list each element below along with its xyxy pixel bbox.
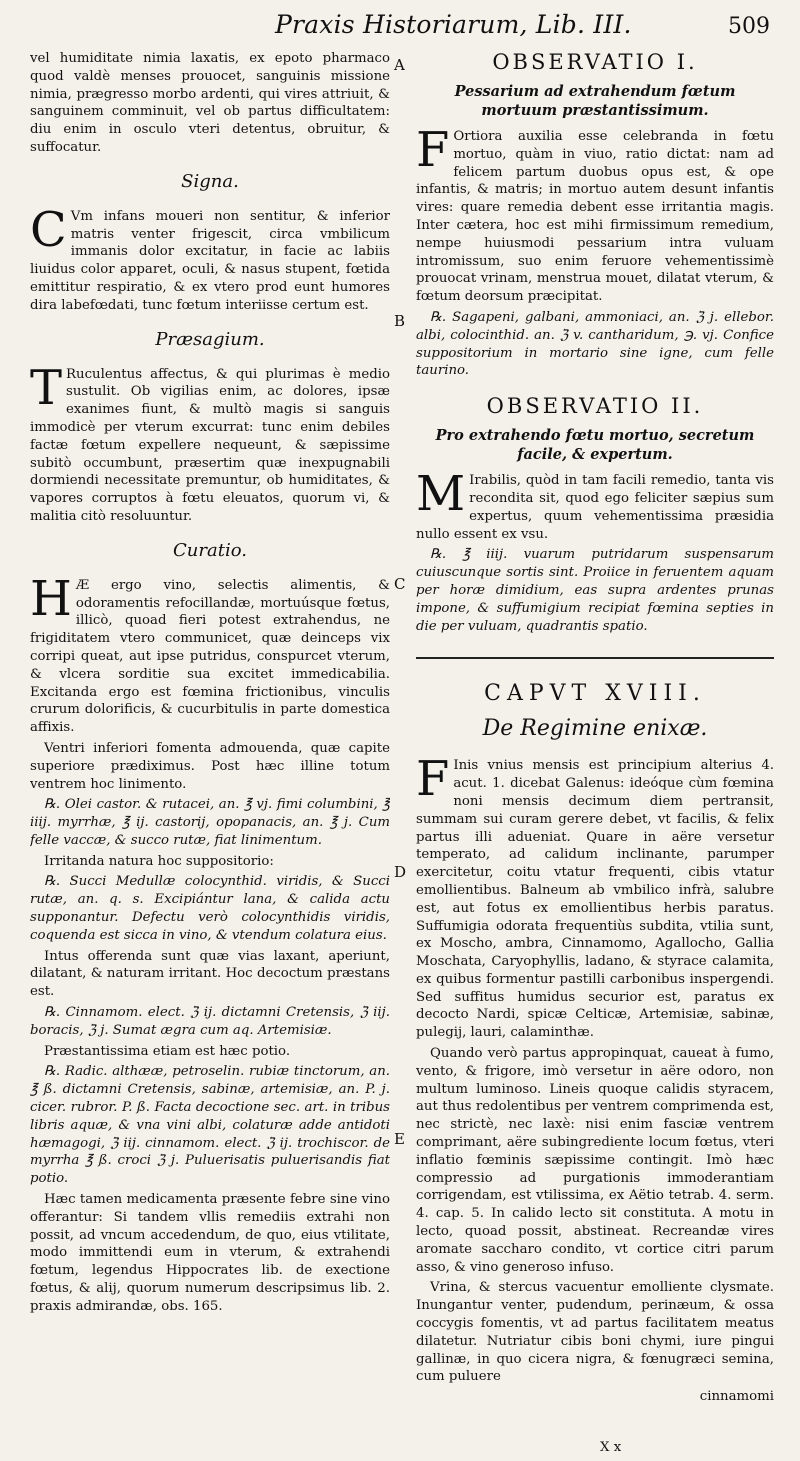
paragraph-caput: F Inis vnius mensis est principium alterius 4. acut. 1. dicebat Galenus: ideóque cùm fœmina noni mensis decimum diem pertransit, summam sui curam gerere debet, vt facilis, & felix partus illi adueniat. Quare in aëre versetur temperato, ad calidum inclinante, parumper exercitetur, coitu vtatur frequenti, cibis vtatur emollientibus. Balneum ab vmbilico infrà, salubre est, aut fotus ex emollientibus herbis paratus. Suffumigia odorata frequentiùs subdita, vtilia sunt, ex Moscho, ambra, Cinnamomo, Agallocho, Gallia Moschata, Caryophyllis, ladano, & styrace calamita, ex quibus formentur pastilli carbonibus inspergendi. Sed suffitus humidus securior est, paratus ex decocto Nardi, spicæ Celticæ, Artemisiæ, sabinæ, pulegij, lauri, calaminthæ. (416, 751, 774, 1041)
paragraph: Intus offerenda sunt quæ vias laxant, aperiunt, dilatant, & naturam irritant. Hoc decoctum præstans est. (30, 948, 390, 1000)
running-title: Praxis Historiarum, Lib. III. (275, 10, 632, 39)
observation-heading: OBSERVATIO I. (492, 50, 698, 74)
section-heading-praesagium: Præsagium. (155, 328, 265, 350)
margin-letter: D (394, 863, 407, 881)
prescription: ℞. Sagapeni, galbani, ammoniaci, an. ℨ j. ellebor. albi, colocinthid. an. ℨ v. cantharidum, ℈. vj. Confice suppositorium in mortario sine igne, cum felle taurino. (416, 309, 774, 379)
paragraph: Hæc tamen medicamenta præsente febre sine vino offerantur: Si tandem vllis remediis extrahi non possit, ad vncum accedendum, de quo, eius vtilitate, modo immittendi eum in vterum, & extrahendi fœtum, legendus Hippocrates lib. de exectione fœtus, & alij, quorum numerum descripsimus lib. 2. praxis admirandæ, obs. 165. (30, 1192, 390, 1314)
prescription: ℞. Cinnamom. elect. ℨ ij. dictamni Cretensis, ℨ iij. boracis, ℨ j. Sumat ægra cum aq. Artemisiæ. (30, 1005, 390, 1038)
margin-letter: C (394, 575, 406, 593)
observation-heading: OBSERVATIO II. (486, 394, 704, 419)
drop-cap: F (416, 122, 450, 178)
paragraph-observation-2: M Irabilis, quòd in tam facili remedio, tanta vis recondita sit, quod ego feliciter sæpius sum expertus, quum vehementissima præsidia nullo essent ex vsu. (416, 466, 774, 542)
section-heading-signa: Signa. (181, 170, 239, 192)
drop-cap: H (30, 570, 72, 627)
right-column (416, 50, 774, 1404)
page-number: 509 (728, 14, 770, 39)
catchword: cinnamomi (699, 1389, 774, 1405)
observation-subtitle: Pessarium ad extrahendum fœtum mortuum præstantissimum. (454, 83, 736, 119)
prescription: ℞. Radic. althææ, petroselin. rubiæ tinctorum, an. ℥ ß. dictamni Cretensis, sabinæ, artemisiæ, an. P. j. cicer. rubror. P. ß. Facta decoctione sec. art. in tribus libris aquæ, & vna vini albi, colaturæ adde antidoti hæmagogi, ℨ iij. cinnamom. elect. ℨ ij. trochiscor. de myrrha ℥ ß. croci ℨ j. Puluerisatis puluerisandis fiat potio. (30, 1064, 390, 1187)
paragraph: Irritanda natura hoc suppositorio: (44, 853, 274, 869)
prescription: ℞. Olei castor. & rutacei, an. ℥ vj. fimi columbini, ℥ iiij. myrrhæ, ℥ ij. castorij, opopanacis, an. ℥ j. Cum felle vaccæ, & succo rutæ, fiat linimentum. (30, 797, 390, 848)
text-columns (30, 50, 774, 1440)
margin-letter: B (394, 312, 406, 330)
chapter-subtitle: De Regimine enixæ. (482, 716, 708, 742)
drop-cap: M (416, 466, 466, 523)
paragraph-praesagium: T Ruculentus affectus, & qui plurimas è medio sustulit. Ob vigilias enim, ac dolores, ipsæ exanimes fiunt, & multò magis si sanguis immodicè per vterum excurrat: tunc enim debiles factæ fœtum expellere nequeunt, & sæpissime subitò occumbunt, præsertim quæ inexpugnabili dormiendi necessitate premuntur, ob humiditates, & vapores corruptos à fœtu eleuatos, quorum vi, & malitia citò resoluuntur. (30, 359, 390, 524)
observation-subtitle: Pro extrahendo fœtu mortuo, secretum facile, & expertum. (435, 427, 755, 464)
margin-letters (394, 50, 414, 1440)
left-column (30, 50, 390, 1319)
drop-cap: F (416, 751, 450, 808)
section-rule (416, 657, 774, 659)
paragraph-observation-1: F Ortiora auxilia esse celebranda in fœtu mortuo, quàm in viuo, ratio dictat: nam ad felicem partum duobus opus est, & ope infantis, & matris; in mortuo autem desunt infantis vires: quare remedia debent esse irritantia magis. Inter cætera, hoc est mihi firmissimum remedium, nempe huiusmodi pessarium intra vuluam intromissum, suo enim feruore vehementissimè prouocat vrinam, menstrua mouet, dilatat vterum, & fœtum deorsum præcipitat. (416, 122, 774, 305)
paragraph-curatio: H Æ ergo vino, selectis alimentis, & odoramentis refocillandæ, mortuúsque fœtus, illicò, quoad fieri potest extrahendus, ne frigiditatem vtero communicet, quæ deinceps vix corripi queat, aut ipse putridus, conspurcet vterum, & vlcera sorditie sua excitet immedicabilia. Excitanda ergo est fœmina frictionibus, vinculis crurum dolorificis, & cucurbitulis in parte domestica affixis. (30, 570, 390, 736)
margin-letter: E (394, 1130, 405, 1148)
signature-mark: X x (600, 1440, 622, 1455)
paragraph: Ventri inferiori fomenta admouenda, quæ capite superiore prædiximus. Post hæc illine totum ventrem hoc linimento. (30, 740, 390, 792)
prescription: ℞. Succi Medullæ colocynthid. viridis, & Succi rutæ, an. q. s. Excipiántur lana, & calida actu supponantur. Defectu verò colocynthidis viridis, coquenda est sicca in vino, & vtendum colatura eius. (30, 874, 390, 943)
paragraph: Vrina, & stercus vacuentur emolliente clysmate. Inungantur venter, pudendum, perinæum, & ossa coccygis fomentis, vt ad partus facilitatem meatus dilatetur. Nutriatur cibis boni chymi, iure pingui gallinæ, in quo cicera nigra, & fœnugræci semina, cum puluere (416, 1280, 774, 1385)
paragraph: vel humiditate nimia laxatis, ex epoto pharmaco quod valdè menses prouocet, sanguinis missione nimia, prægresso morbo ardenti, qui vires attriuit, & sanguinem comminuit, vel ob partus difficultatem: diu enim in osculo vteri detentus, obruitur, & suffocatur. (30, 51, 390, 155)
drop-cap: T (30, 359, 63, 416)
running-head (30, 0, 774, 50)
paragraph: Præstantissima etiam est hæc potio. (44, 1043, 291, 1059)
prescription: ℞. ℥ iiij. vuarum putridarum suspensarum cuiuscunque sortis sint. Proiice in feruentem aquam per horæ dimidium, eas supra ardentes prunas impone, & suffumigium recipiat fœmina septies in die per vuluam, quadrantis spatio. (416, 547, 774, 634)
chapter-heading: CAPVT XVIII. (484, 681, 706, 707)
paragraph-signa: C Vm infans moueri non sentitur, & inferior matris venter frigescit, circa vmbilicum immanis dolor excitatur, in facie ac labiis liuidus color apparet, oculi, & nasus stupent, fœtida emittitur respiratio, & ex vtero prod eunt humores dira labefœdati, tunc fœtum interiisse certum est. (30, 201, 390, 313)
paragraph: Quando verò partus appropinquat, caueat à fumo, vento, & frigore, imò versetur in aëre odoro, non multum luminoso. Lineis quoque calidis styracem, aut thus redolentibus per ventrem comprimenda est, nec strictè, nec laxè: nisi enim fasciæ ventrem comprimant, aëre subingrediente locum fœtus, vteri inflatio fœminis sæpissime contingit. Imò hæc compressio ad purgationis immoderantiam corrigendam, est vtilissima, ex Aëtio tetrab. 4. serm. 4. cap. 5. In calido lecto sit constituta. A motu in lecto, quoad possit, abstineat. Recreandæ vires aromate saccharo condito, vt cortice citri parum asso, & vino generoso infuso. (416, 1046, 774, 1275)
section-heading-curatio: Curatio. (173, 539, 247, 561)
drop-cap: C (30, 201, 67, 258)
margin-letter: A (394, 56, 405, 74)
